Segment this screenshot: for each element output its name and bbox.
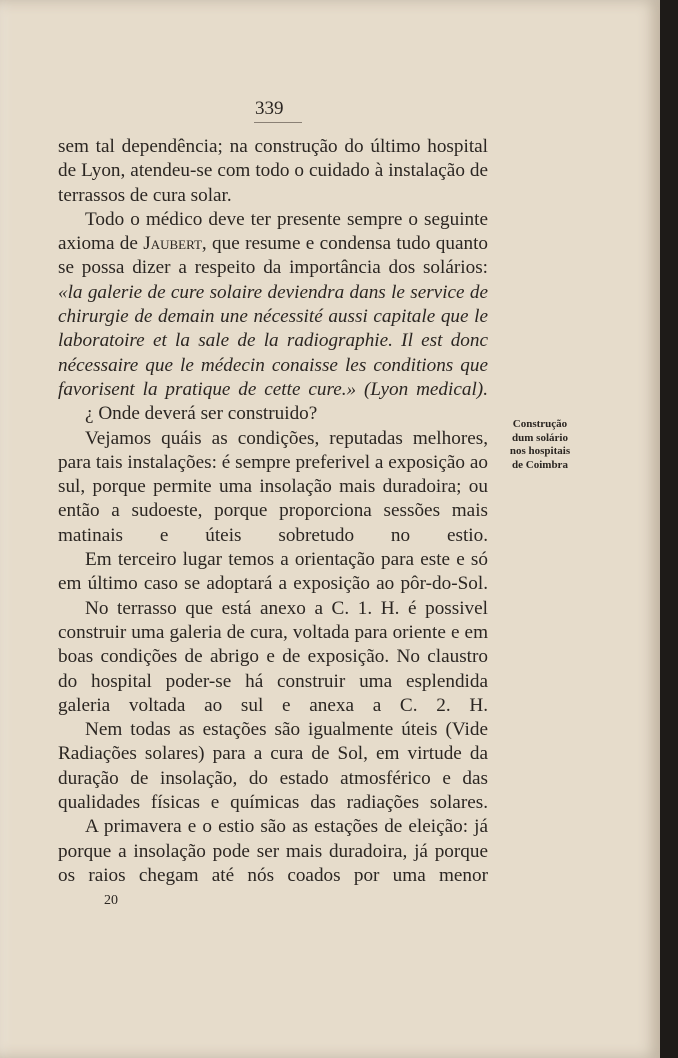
paragraph: Em terceiro lugar temos a orientação para este e só em último caso se adoptará a exposição ao pôr-do-Sol. xyxy=(58,549,488,595)
margin-note-line: nos hospitais xyxy=(509,445,571,457)
paragraph-text: , que resume e condensa tudo quanto se possa dizer a respeito da importância dos solários: xyxy=(58,233,488,279)
author-name: Jaubert xyxy=(143,233,202,255)
signature-mark: 20 xyxy=(104,893,118,908)
paragraph-text: Todo o médico deve ter presente sempre o seguinte axioma de xyxy=(58,208,488,255)
paragraph-axioma xyxy=(58,208,488,402)
paragraph: A primavera e o estio são as estações de eleição: já porque a insolação pode ser mais duradoira, já porque os raios chegam até nós coados por uma menor xyxy=(58,816,488,886)
margin-note-line: de Coimbra xyxy=(512,458,568,471)
margin-note xyxy=(502,418,578,472)
paragraph: Nem todas as estações são igualmente úteis (Vide Radiações solares) para a cura de Sol, em virtude da duração de insolação, do estado atmosférico e das qualidades físicas e químicas das radiações solares. xyxy=(58,719,488,814)
margin-note-line: Construção xyxy=(512,418,568,430)
paragraph: sem tal dependência; na construção do último hospital de Lyon, atendeu-se com todo o cuidado à instalação de terrassos de cura solar. xyxy=(58,136,488,206)
paragraph: Vejamos quáis as condições, reputadas melhores, para tais instalações: é sempre preferivel a exposição ao sul, porque permite uma insolação mais duradoira; ou então a sudoeste, porque proporciona sessões mais matinais e úteis sobretudo no estio. xyxy=(58,427,488,546)
page-edge xyxy=(660,0,678,1058)
body-text xyxy=(58,135,488,888)
paragraph: No terrasso que está anexo a C. 1. H. é possivel construir uma galeria de cura, voltada para oriente e em boas condições de abrigo e de exposição. No claustro do hospital poder-se há construir uma esplendida galeria voltada ao sul e anexa a C. 2. H. xyxy=(58,597,488,716)
page-number-rule xyxy=(254,122,302,123)
paragraph-question: ¿ Onde deverá ser construido? xyxy=(85,403,318,425)
margin-note-line: dum solário xyxy=(512,431,568,444)
french-quote: «la galerie de cure solaire deviendra dans le service de chirurgie de demain une nécessité aussi capitale que le laboratoire et la sale de la radiographie. Il est donc nécessaire que le médecin conaisse les conditions que favorisent la pratique de cette cure.» (Lyon medical). xyxy=(58,281,488,400)
page-number: 339 xyxy=(255,98,284,119)
